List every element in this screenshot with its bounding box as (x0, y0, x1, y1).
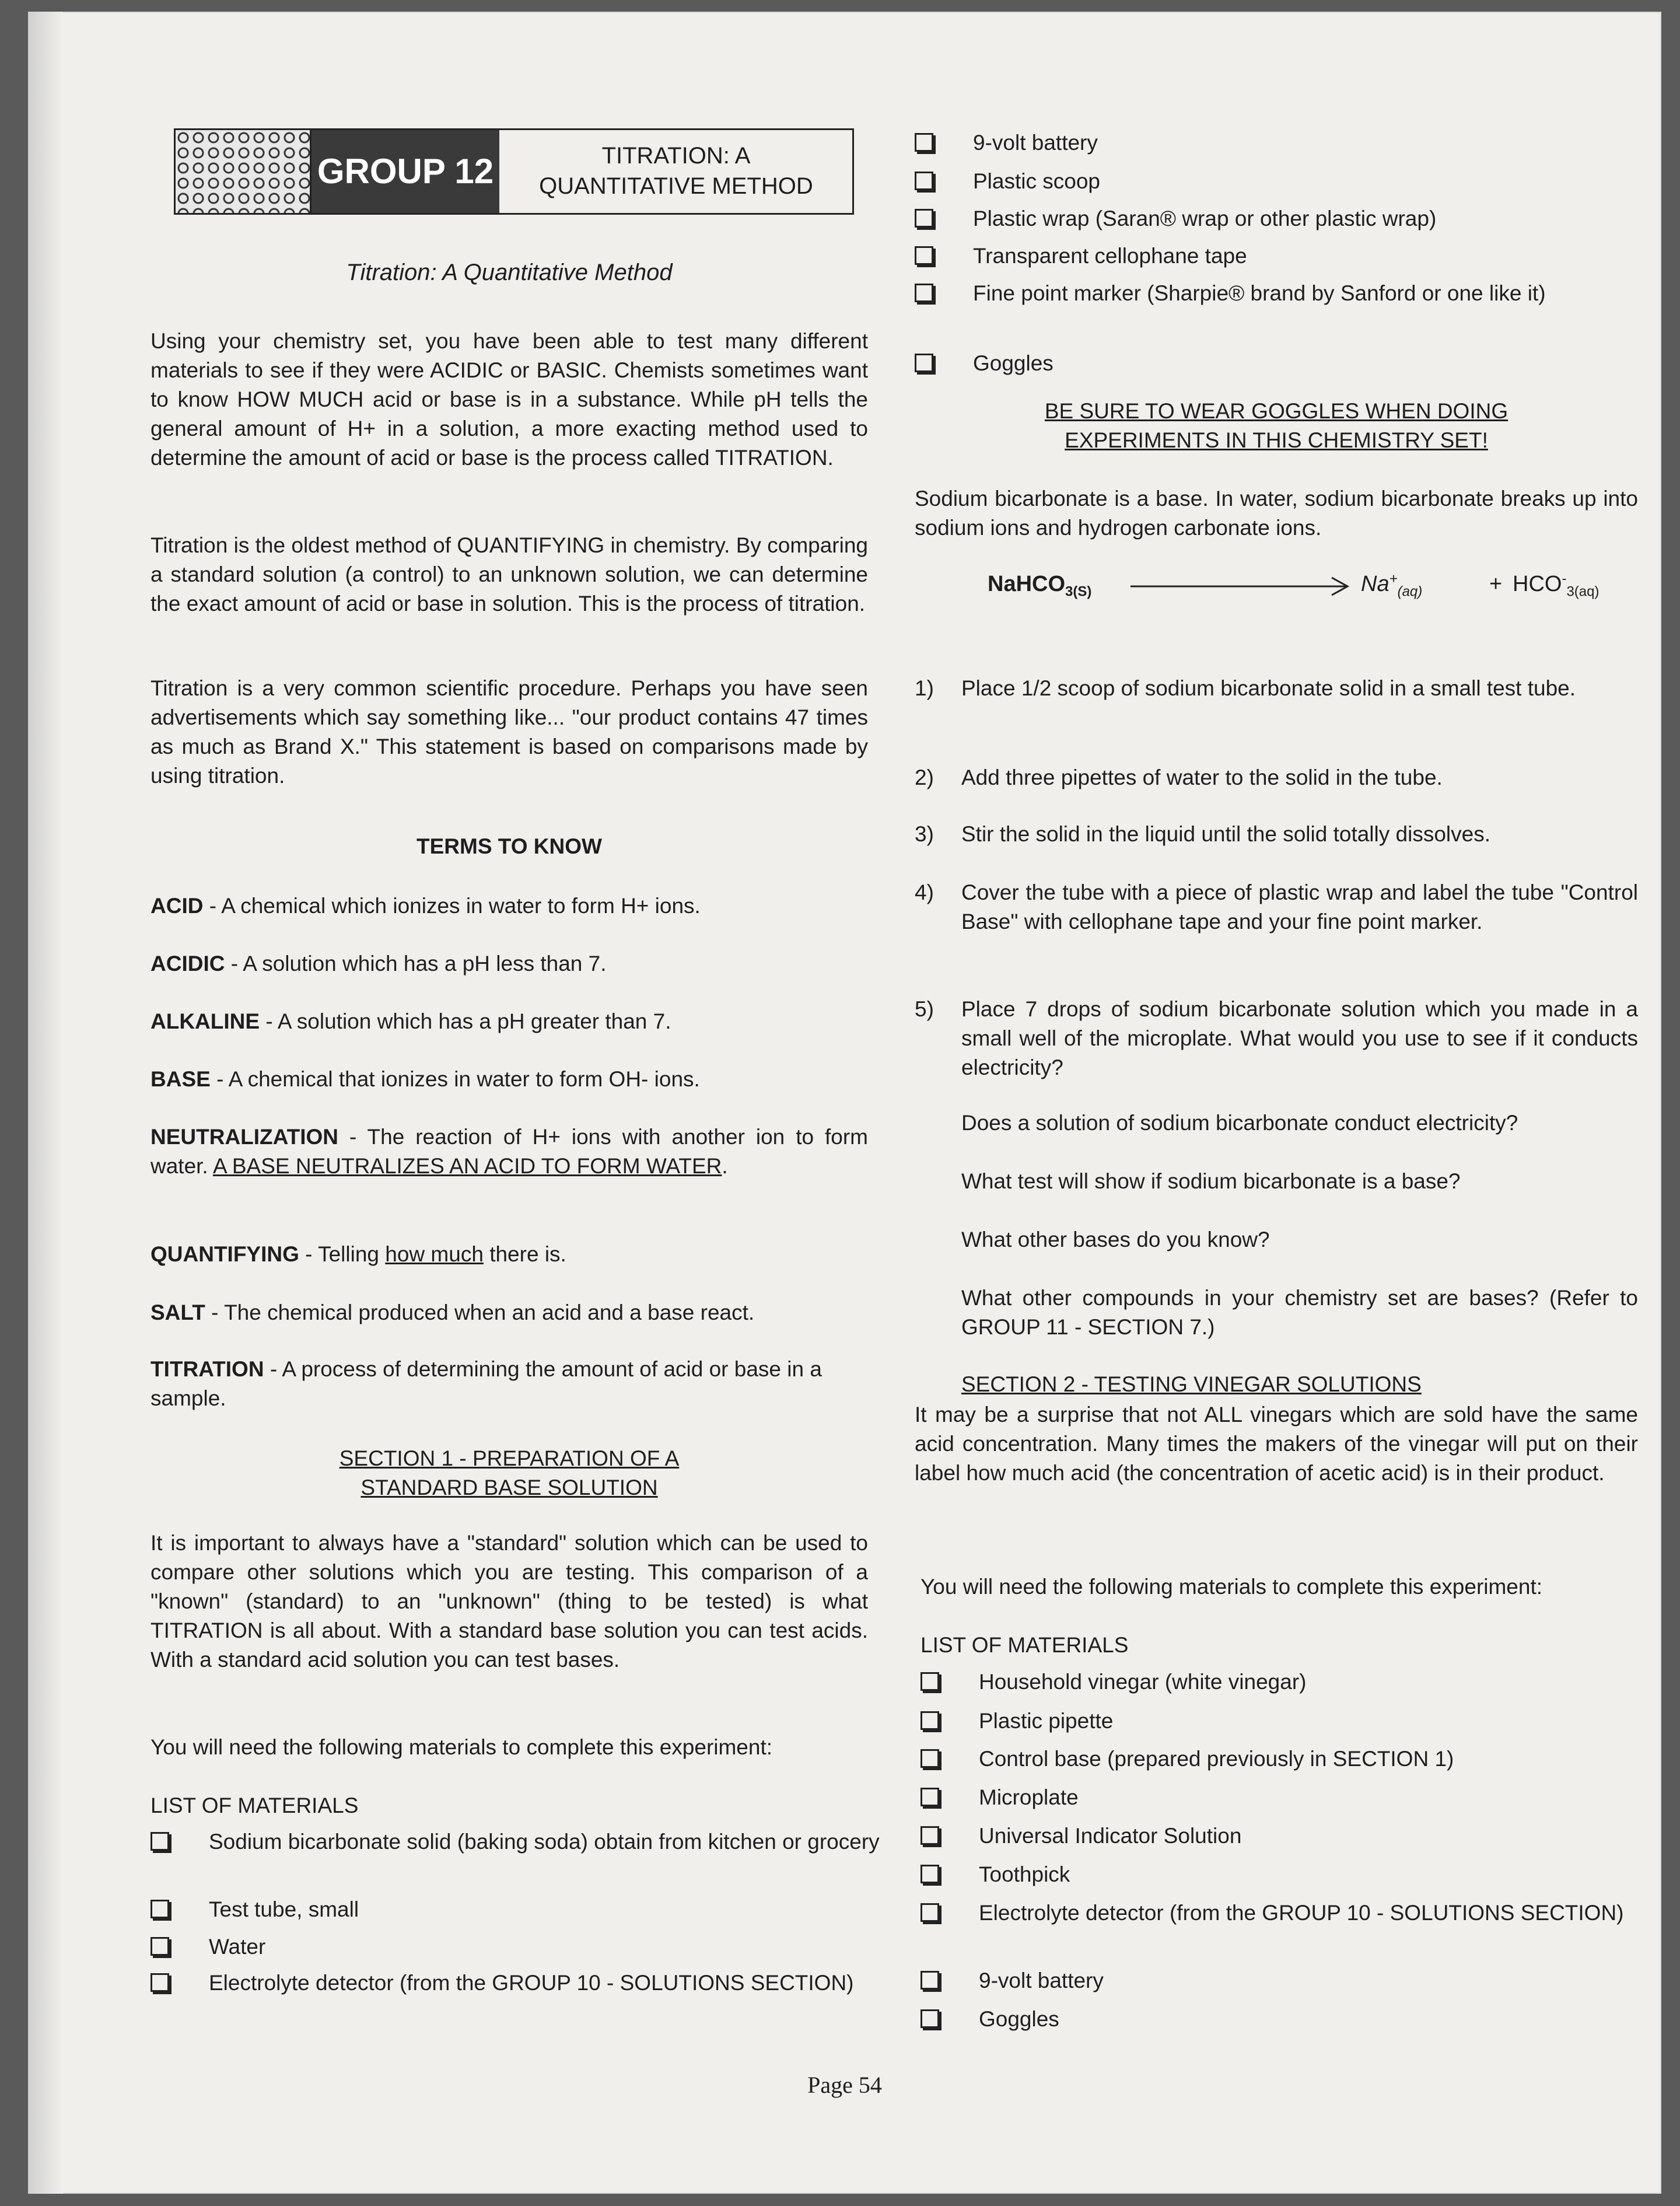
checkbox-icon (150, 1973, 169, 1992)
reaction-arrow-icon (1130, 575, 1352, 598)
document-page: GROUP 12 TITRATION: A QUANTITATIVE METHOD Titration: A Quantitative Method Using your chemistry set, you have been able to test many different materials to see if they were ACIDIC or BASIC. Chemists sometimes want to know HOW MUCH acid or base is in a substance. While pH tells the general amount of H+ in a solution, a more exacting method used to determine the amount of acid or base is the process called TITRATION. Titration is the oldest method of QUANTIFYING in chemistry. By comparing a standard solution (a control) to an unknown solution, we can determine the exact amount of acid or base in solution. This is the process of titration. Titration is a very common scientific procedure. Perhaps you have seen advertisements which say something like... "our product contains 47 times as much as Brand X." This statement is based on comparisons made by using titration. TERMS TO KNOW ACID - A chemical which ionizes in water to form H+ ions. ACIDIC - A solution which has a pH less than 7. ALKALINE - A solution which has a pH greater than 7. BASE - A chemical that ionizes in water to form OH- ions. NEUTRALIZATION - The reaction of H+ ions with another ion to form water. A BASE NEUTRALIZES AN ACID TO FORM WATER. QUANTIFYING - Telling how much there is. SALT - The chemical produced when an acid and a base react. TITRATION - A process of determining the amount of acid or base in a sample. SECTION 1 - PREPARATION OF A STANDARD BASE SOLUTION It is important to always have a "standard" solution which can be used to compare other solutions which you are testing. This comparison of a "known" (standard) to an "unknown" (thing to be tested) is what TITRATION is all about. With a standard base solution you can test acids. With a standard acid solution you can test bases. You will need the following materials to complete this experiment: LIST OF MATERIALS Sodium bicarbonate solid (baking soda) obtain from kitchen or grocery Test tube, small Water Electrolyte detector (from the GROUP 10 - SOLUTIONS SECTION) 9-volt battery Plastic scoop Plastic wrap (Saran® wrap or other plastic wrap) Transparent cellophane tape Fine point marker (Sharpie® brand by Sanford or one like it) Goggles BE SURE TO WEAR GOGGLES WHEN DOING EXPERIMENTS IN THIS CHEMISTRY SET! Sodium bicarbonate is a base. In water, sodium bicarbonate breaks up into sodium ions and hydrogen carbonate ions. NaHCO$_{3(S)}$ $Na^+_{(aq)}$ + $HCO^-_{3(aq)}$ 1) Place 1/2 scoop of sodium bicarbonate solid in a small test tube. 2) Add three pipettes of water to the solid in the tube. 3) Stir the solid in the liquid until the solid totally dissolves. 4) Cover the tube with a piece of plastic wrap and label the tube "Control Base" with cellophane tape and your fine point marker. 5) Place 7 drops of sodium bicarbonate solution which you made in a small well of the microplate. What would you use to see if it conducts electricity? Does a solution of sodium bicarbonate conduct electricity? What test will show if sodium bicarbonate is a base? What other bases do you know? What other compounds in your chemistry set are bases? (Refer to GROUP 11 - SECTION 7.) SECTION 2 - TESTING VINEGAR SOLUTIONS It may be a surprise that not ALL vinegars which are sold have the same acid concentration. Many times the makers of the vinegar will put on their label how much acid (the concentration of acetic acid) is in their product. You will need the following materials to complete this experiment: LIST OF MATERIALS Household vinegar (white vinegar) Plastic pipette Control base (prepared previously in SECTION 1) Microplate Universal Indicator Solution Toothpick Electrolyte detector (from the GROUP 10 - SOLUTIONS SECTION) 9-volt battery Goggles Page 54 (28, 12, 1661, 2194)
checkbox-icon (921, 1749, 939, 1768)
checkbox-icon (921, 1788, 939, 1806)
question: Does a solution of sodium bicarbonate conduct electricity? (961, 1111, 1518, 1135)
chemical-equation (988, 566, 1629, 613)
checkbox-icon (915, 354, 933, 372)
checkbox-icon (150, 1900, 169, 1918)
term-acidic: ACIDIC - A solution which has a pH less than 7. (150, 952, 607, 976)
checkbox-icon (150, 1832, 169, 1851)
checkbox-icon (915, 246, 933, 265)
group-label: GROUP 12 (312, 130, 499, 213)
term-quantifying: QUANTIFYING - Telling how much there is. (150, 1242, 566, 1266)
checkbox-icon (150, 1937, 169, 1956)
materials-heading: LIST OF MATERIALS (921, 1633, 1129, 1657)
checkbox-icon (921, 1971, 939, 1990)
checkbox-icon (915, 284, 933, 302)
group-title: TITRATION: A QUANTITATIVE METHOD (539, 143, 813, 199)
equation-product-sodium: $Na^+_{(aq)}$ (1361, 571, 1423, 600)
term-titration: TITRATION - A process of determining the amount of acid or base in a sample. (150, 1357, 822, 1410)
goggles-warning: BE SURE TO WEAR GOGGLES WHEN DOING EXPERIMENTS IN THIS CHEMISTRY SET! (1044, 399, 1508, 452)
checkbox-icon (921, 1865, 939, 1883)
term-salt: SALT - The chemical produced when an acid and a base react. (150, 1300, 755, 1324)
checkbox-icon (921, 2009, 939, 2028)
page-gutter (28, 12, 63, 2194)
question: What test will show if sodium bicarbonate is a base? (961, 1169, 1461, 1193)
section1-heading: SECTION 1 - PREPARATION OF A STANDARD BASE SOLUTION (339, 1446, 680, 1499)
standard-paragraph: It is important to always have a "standard" solution which can be used to compare other solutions which you are testing. This comparison of a "known" (standard) to an "unknown" (thing to be tested) is what TITRATION is all about. With a standard base solution you can test acids. With a standard acid solution you can test bases. (150, 1531, 868, 1672)
materials-intro: You will need the following materials to complete this experiment: (150, 1735, 773, 1759)
term-acid: ACID - A chemical which ionizes in water to form H+ ions. (150, 894, 701, 918)
materials-heading: LIST OF MATERIALS (150, 1794, 359, 1817)
subtitle: Titration: A Quantitative Method (346, 260, 673, 285)
checkbox-icon (915, 172, 933, 190)
checkbox-icon (915, 133, 933, 152)
term-neutralization: NEUTRALIZATION - The reaction of H+ ions with another ion to form water. A BASE NEUTRALIZES AN ACID TO FORM WATER. (150, 1125, 868, 1178)
vinegar-paragraph: It may be a surprise that not ALL vinegars which are sold have the same acid concentration. Many times the makers of the vinegar will put on their label how much acid (the concentration of acetic acid) is in their product. (915, 1403, 1638, 1485)
titration-paragraph: Titration is the oldest method of QUANTIFYING in chemistry. By comparing a standard solution (a control) to an unknown solution, we can determine the exact amount of acid or base in solution. This is the process of titration. (150, 533, 868, 616)
bicarbonate-paragraph: Sodium bicarbonate is a base. In water, sodium bicarbonate breaks up into sodium ions and hydrogen carbonate ions. (915, 487, 1638, 540)
equation-product-carbonate: $HCO^-_{3(aq)}$ (1513, 571, 1600, 600)
section2-heading: SECTION 2 - TESTING VINEGAR SOLUTIONS (961, 1372, 1422, 1396)
question: What other compounds in your chemistry set are bases? (Refer to GROUP 11 - SECTION 7.) (961, 1286, 1638, 1339)
question: What other bases do you know? (961, 1228, 1270, 1251)
checkbox-icon (921, 1903, 939, 1922)
checkbox-icon (921, 1711, 939, 1730)
microplate-icon (176, 130, 312, 213)
intro-paragraph: Using your chemistry set, you have been able to test many different materials to see if they were ACIDIC or BASIC. Chemists sometimes want to know HOW MUCH acid or base is in a substance. While pH tells the general amount of H+ in a solution, a more exacting method used to determine the amount of acid or base is the process called TITRATION. (150, 329, 868, 470)
term-base: BASE - A chemical that ionizes in water to form OH- ions. (150, 1067, 700, 1091)
page-number: Page 54 (807, 2072, 882, 2098)
group-header (174, 128, 854, 215)
equation-plus: + (1489, 572, 1503, 596)
checkbox-icon (921, 1826, 939, 1845)
terms-heading: TERMS TO KNOW (416, 834, 602, 858)
term-alkaline: ALKALINE - A solution which has a pH greater than 7. (150, 1009, 671, 1033)
procedure-paragraph: Titration is a very common scientific procedure. Perhaps you have seen advertisements which say something like... "our product contains 47 times as much as Brand X." This statement is based on comparisons made by using titration. (150, 676, 868, 788)
checkbox-icon (921, 1672, 939, 1691)
equation-reactant: NaHCO$_{3(S)}$ (988, 572, 1092, 600)
materials-intro: You will need the following materials to complete this experiment: (921, 1575, 1543, 1599)
checkbox-icon (915, 209, 933, 228)
